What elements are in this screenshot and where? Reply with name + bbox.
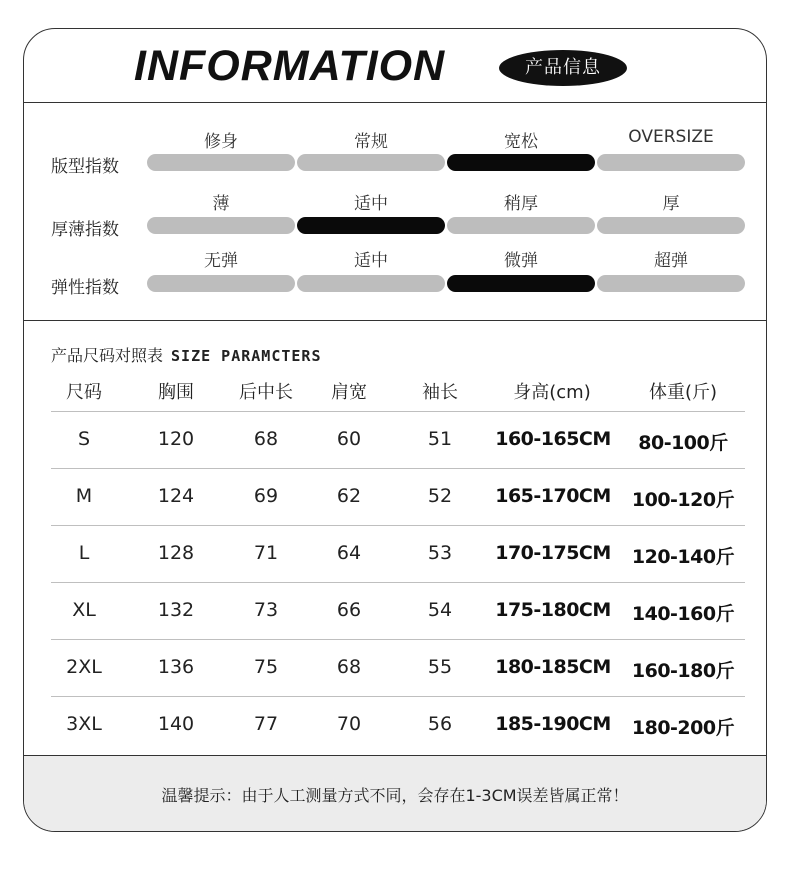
table-cell: 2XL <box>66 656 102 678</box>
table-cell: 170-175CM <box>495 542 611 564</box>
table-cell: 100-120斤 <box>631 489 735 511</box>
table-cell: 175-180CM <box>495 599 611 621</box>
table-cell: 160-165CM <box>495 428 611 450</box>
index-bar <box>297 275 445 292</box>
index-option: 薄 <box>212 194 230 214</box>
table-cell: 52 <box>427 485 453 507</box>
index-option: 超弹 <box>654 251 688 271</box>
table-cell: 3XL <box>66 713 102 735</box>
index-bar <box>447 217 595 234</box>
index-bar <box>597 275 745 292</box>
column-header: 体重(斤) <box>648 382 718 403</box>
column-header: 后中长 <box>239 382 293 403</box>
index-row-fit <box>24 121 766 181</box>
table-cell: L <box>78 542 90 564</box>
table-cell: XL <box>72 599 96 621</box>
column-header: 胸围 <box>158 382 194 403</box>
table-cell: 160-180斤 <box>631 660 735 682</box>
table-cell: 66 <box>336 599 362 621</box>
table-cell: 165-170CM <box>495 485 611 507</box>
table-cell: 124 <box>157 485 195 507</box>
index-bar <box>147 217 295 234</box>
table-cell: 62 <box>336 485 362 507</box>
index-option: 稍厚 <box>504 194 538 214</box>
index-option: 常规 <box>354 132 388 152</box>
table-cell: 75 <box>253 656 279 678</box>
index-option: OVERSIZE <box>628 127 714 147</box>
table-cell: M <box>75 485 93 507</box>
column-header: 身高(cm) <box>513 382 591 403</box>
table-row <box>51 582 745 639</box>
table-cell: 132 <box>157 599 195 621</box>
table-cell: 71 <box>253 542 279 564</box>
index-bar <box>597 154 745 171</box>
table-cell: 120 <box>157 428 195 450</box>
table-cell: 185-190CM <box>495 713 611 735</box>
size-table-title <box>51 343 321 366</box>
table-cell: 80-100斤 <box>638 432 728 454</box>
index-bar <box>597 217 745 234</box>
index-bar-selected <box>447 275 595 292</box>
title-badge: 产品信息 <box>499 50 627 86</box>
measurement-note: 温馨提示：由于人工测量方式不同，会存在1-3CM误差皆属正常！ <box>161 786 629 805</box>
size-table-section <box>24 321 766 755</box>
index-option: 适中 <box>354 194 388 214</box>
table-cell: 55 <box>427 656 453 678</box>
size-table-title-en: SIZE PARAMCTERS <box>171 347 322 365</box>
table-row <box>51 525 745 582</box>
index-bar <box>147 275 295 292</box>
table-cell: 60 <box>336 428 362 450</box>
index-label: 弹性指数 <box>51 278 119 298</box>
table-cell: 51 <box>427 428 453 450</box>
table-cell: 140-160斤 <box>631 603 735 625</box>
index-bar <box>297 154 445 171</box>
table-cell: 136 <box>157 656 195 678</box>
table-cell: 70 <box>336 713 362 735</box>
table-row <box>51 639 745 696</box>
table-cell: 128 <box>157 542 195 564</box>
table-cell: 68 <box>336 656 362 678</box>
table-cell: S <box>77 428 91 450</box>
index-option: 修身 <box>204 132 238 152</box>
table-cell: 180-185CM <box>495 656 611 678</box>
index-row-elasticity <box>24 241 766 301</box>
index-row-thickness <box>24 183 766 243</box>
column-header: 肩宽 <box>331 382 367 403</box>
table-cell: 53 <box>427 542 453 564</box>
index-bar <box>147 154 295 171</box>
table-row <box>51 468 745 525</box>
table-cell: 56 <box>427 713 453 735</box>
index-label: 厚薄指数 <box>51 220 119 240</box>
table-cell: 69 <box>253 485 279 507</box>
table-row <box>51 696 745 753</box>
index-label: 版型指数 <box>51 157 119 177</box>
table-cell: 120-140斤 <box>631 546 735 568</box>
table-cell: 180-200斤 <box>631 717 735 739</box>
size-info-card <box>23 28 767 832</box>
index-option: 适中 <box>354 251 388 271</box>
fit-index-section <box>24 103 766 321</box>
page-title: INFORMATION <box>134 42 446 90</box>
table-cell: 68 <box>253 428 279 450</box>
index-option: 宽松 <box>504 132 538 152</box>
table-cell: 64 <box>336 542 362 564</box>
column-header: 尺码 <box>66 382 102 403</box>
index-bar-selected <box>447 154 595 171</box>
size-table-title-cn: 产品尺码对照表 <box>51 346 164 365</box>
column-header: 袖长 <box>422 382 458 403</box>
header <box>24 29 766 103</box>
table-cell: 140 <box>157 713 195 735</box>
index-bar-selected <box>297 217 445 234</box>
table-cell: 54 <box>427 599 453 621</box>
footer-note-bar <box>24 755 766 832</box>
index-option: 厚 <box>662 194 680 214</box>
index-option: 微弹 <box>504 251 538 271</box>
table-cell: 77 <box>253 713 279 735</box>
index-option: 无弹 <box>204 251 238 271</box>
table-row <box>51 411 745 468</box>
table-cell: 73 <box>253 599 279 621</box>
